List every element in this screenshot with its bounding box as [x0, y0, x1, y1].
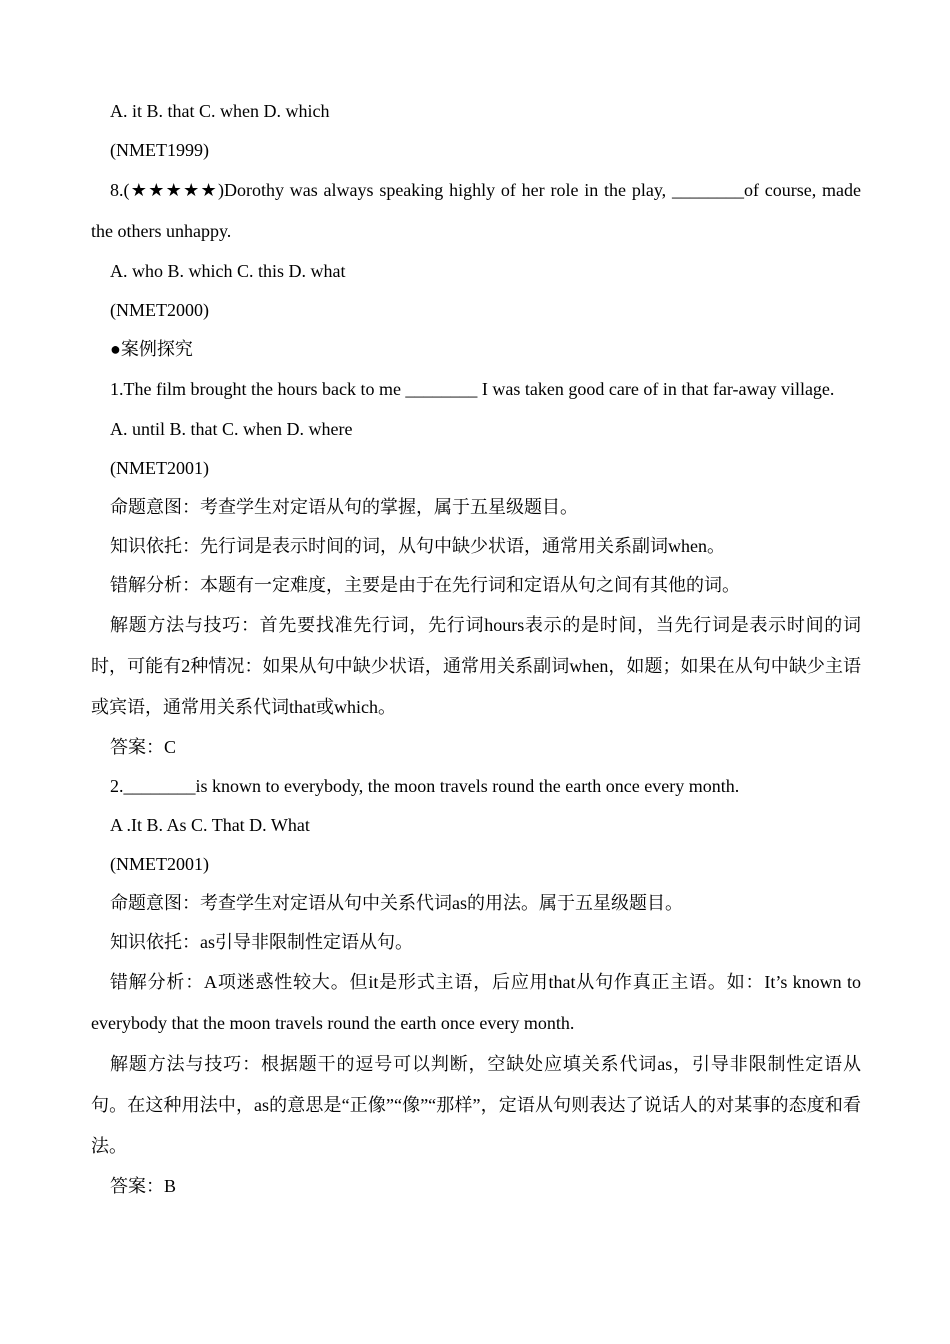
- case1-source: (NMET2001): [110, 458, 209, 478]
- q7-options: A. it B. that C. when D. which: [110, 101, 330, 121]
- case2-knowledge: 知识依托：as引导非限制性定语从句。: [110, 932, 413, 952]
- case2-error: 错解分析：A项迷惑性较大。但it是形式主语，后应用that从句作真正主语。如：It’s known to everybody that the moon travels round the earth once every month.: [91, 972, 861, 1033]
- case2-method: 解题方法与技巧：根据题干的逗号可以判断，空缺处应填关系代词as，引导非限制性定语从句。在这种用法中，as的意思是“正像”“像”“那样”，定语从句则表达了说话人的对某事的态度和看法。: [91, 1054, 861, 1156]
- case1-intent: 命题意图：考查学生对定语从句的掌握，属于五星级题目。: [110, 497, 578, 517]
- case1-options: A. until B. that C. when D. where: [110, 419, 353, 439]
- q8-options: A. who B. which C. this D. what: [110, 261, 346, 281]
- case1-method: 解题方法与技巧：首先要找准先行词，先行词hours表示的是时间，当先行词是表示时间的词时，可能有2种情况：如果从句中缺少状语，通常用关系副词when，如题；如果在从句中缺少主语或宾语，通常用关系代词that或which。: [91, 615, 861, 717]
- q8-source: (NMET2000): [110, 300, 209, 320]
- case1-knowledge: 知识依托：先行词是表示时间的词，从句中缺少状语，通常用关系副词when。: [110, 536, 725, 556]
- case1-stem: 1.The film brought the hours back to me ________ I was taken good care of in that far-away village.: [110, 379, 835, 399]
- q8-stem: 8.(★★★★★)Dorothy was always speaking highly of her role in the play, ________of course, made the others unhappy.: [91, 180, 861, 241]
- case1-error: 错解分析：本题有一定难度，主要是由于在先行词和定语从句之间有其他的词。: [110, 575, 740, 595]
- case2-source: (NMET2001): [110, 854, 209, 874]
- section-title: ●案例探究: [110, 339, 193, 359]
- case2-intent: 命题意图：考查学生对定语从句中关系代词as的用法。属于五星级题目。: [110, 893, 683, 913]
- case2-options: A .It B. As C. That D. What: [110, 815, 310, 835]
- q7-source: (NMET1999): [110, 140, 209, 160]
- case1-answer: 答案：C: [110, 737, 177, 757]
- document-page: [91, 92, 861, 1206]
- case2-answer: 答案：B: [110, 1176, 177, 1196]
- case2-stem: 2.________is known to everybody, the moon travels round the earth once every month.: [110, 776, 740, 796]
